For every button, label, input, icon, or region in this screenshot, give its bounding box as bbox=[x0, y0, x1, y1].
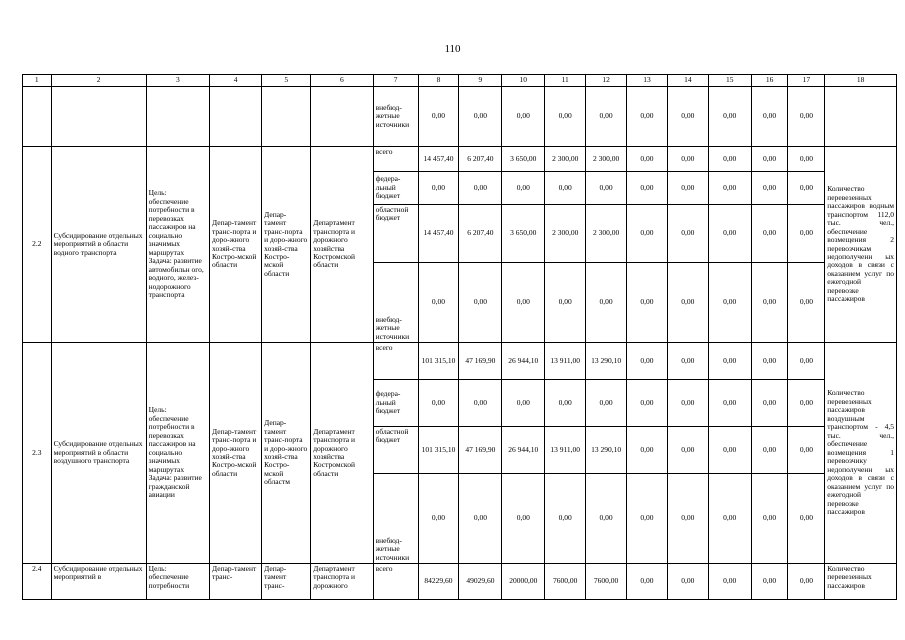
funding-source: областной бюджет bbox=[373, 427, 418, 474]
measure-name: Субсидирование отдельных мероприятий в bbox=[51, 564, 146, 600]
amount-cell: 0,00 bbox=[627, 427, 668, 474]
column-number: 6 bbox=[311, 75, 373, 87]
amount-cell: 0,00 bbox=[708, 343, 751, 380]
amount-cell: 0,00 bbox=[667, 147, 708, 172]
amount-cell: 0,00 bbox=[418, 172, 459, 205]
amount-cell: 3 650,00 bbox=[502, 147, 545, 172]
amount-cell: 0,00 bbox=[627, 205, 668, 263]
amount-cell: 2 300,00 bbox=[545, 147, 586, 172]
amount-cell: 0,00 bbox=[627, 263, 668, 343]
measure-name: Субсидирование отдельных мероприятий в области водного транспорта bbox=[51, 147, 146, 343]
measure-number: 2.4 bbox=[23, 564, 52, 600]
amount-cell: 0,00 bbox=[459, 172, 502, 205]
program-measures-table bbox=[22, 74, 897, 600]
amount-cell: 0,00 bbox=[545, 172, 586, 205]
amount-cell: 0,00 bbox=[788, 205, 825, 263]
column-number: 2 bbox=[51, 75, 146, 87]
amount-cell: 0,00 bbox=[708, 205, 751, 263]
amount-cell: 0,00 bbox=[788, 147, 825, 172]
funding-source: федера-льный бюджет bbox=[373, 172, 418, 205]
executor-cell: Департамент транспорта и дорожного bbox=[311, 564, 373, 600]
amount-cell: 0,00 bbox=[751, 427, 788, 474]
amount-cell: 0,00 bbox=[502, 380, 545, 427]
amount-cell: 0,00 bbox=[667, 263, 708, 343]
amount-cell: 0,00 bbox=[667, 427, 708, 474]
amount-cell: 0,00 bbox=[627, 380, 668, 427]
amount-cell: 0,00 bbox=[545, 87, 586, 147]
amount-cell: 0,00 bbox=[788, 172, 825, 205]
amount-cell: 0,00 bbox=[627, 343, 668, 380]
amount-cell: 2 300,00 bbox=[545, 205, 586, 263]
amount-cell: 2 300,00 bbox=[586, 205, 627, 263]
column-number: 13 bbox=[627, 75, 668, 87]
amount-cell: 13 290,10 bbox=[586, 343, 627, 380]
funding-source: внебюд-жетные источники bbox=[373, 87, 418, 147]
amount-cell: 0,00 bbox=[418, 87, 459, 147]
empty-cell bbox=[311, 87, 373, 147]
empty-cell bbox=[23, 87, 52, 147]
expected-result: Количество перевезенных пассажиров водным транспортом 112,0 тыс. чел., обеспечение возмещения 2 перевозчикам недополученн ых доходов в связи с оказанием услуг по ежегодной перевозке пассажиров bbox=[825, 147, 897, 343]
amount-cell: 0,00 bbox=[751, 87, 788, 147]
amount-cell: 0,00 bbox=[418, 263, 459, 343]
amount-cell: 0,00 bbox=[502, 87, 545, 147]
amount-cell: 0,00 bbox=[586, 380, 627, 427]
amount-cell: 14 457,40 bbox=[418, 147, 459, 172]
executor-cell: Депар-тамент транс-порта и доро-жного хозяй-ства Костро-мской области bbox=[210, 147, 262, 343]
amount-cell: 0,00 bbox=[708, 87, 751, 147]
column-number: 4 bbox=[210, 75, 262, 87]
amount-cell: 0,00 bbox=[708, 147, 751, 172]
amount-cell: 0,00 bbox=[788, 427, 825, 474]
amount-cell: 0,00 bbox=[667, 564, 708, 600]
empty-cell bbox=[51, 87, 146, 147]
measure-goal: Цель: обеспечение потребности в перевозках пассажиров на социально значимых маршрутах Задача: развитие гражданской авиации bbox=[146, 343, 209, 564]
amount-cell: 0,00 bbox=[708, 172, 751, 205]
executor-cell: Депар-тамент транс- bbox=[210, 564, 262, 600]
column-number: 12 bbox=[586, 75, 627, 87]
amount-cell: 0,00 bbox=[667, 87, 708, 147]
measure-goal: Цель: обеспечение потребности в перевозках пассажиров на социально значимых маршрутах Задача: развитие автомобильн ого, водного, желез-нодорожного транспорта bbox=[146, 147, 209, 343]
amount-cell: 26 944,10 bbox=[502, 427, 545, 474]
amount-cell: 0,00 bbox=[667, 380, 708, 427]
page-number: 110 bbox=[444, 43, 461, 55]
amount-cell: 0,00 bbox=[751, 172, 788, 205]
executor-cell: Депар-тамент транс- bbox=[262, 564, 311, 600]
amount-cell: 0,00 bbox=[667, 474, 708, 564]
amount-cell: 20000,00 bbox=[502, 564, 545, 600]
amount-cell: 0,00 bbox=[708, 564, 751, 600]
amount-cell: 101 315,10 bbox=[418, 343, 459, 380]
executor-cell: Департамент транспорта и дорожного хозяйства Костромской области bbox=[311, 343, 373, 564]
measure-name: Субсидирование отдельных мероприятий в области воздушного транспорта bbox=[51, 343, 146, 564]
amount-cell: 7600,00 bbox=[545, 564, 586, 600]
amount-cell: 0,00 bbox=[502, 474, 545, 564]
amount-cell: 0,00 bbox=[751, 343, 788, 380]
amount-cell: 49029,60 bbox=[459, 564, 502, 600]
amount-cell: 0,00 bbox=[627, 147, 668, 172]
funding-source: областной бюджет bbox=[373, 205, 418, 263]
amount-cell: 7600,00 bbox=[586, 564, 627, 600]
amount-cell: 0,00 bbox=[751, 147, 788, 172]
expected-result: Количество перевезенных пассажиров воздушным транспортом - 4,5 тыс. чел., обеспечение возмещения 1 перевозчику недополученн ых доходов в связи с оказанием услуг по ежегодной перевозке пассажиров bbox=[825, 343, 897, 564]
amount-cell: 13 911,00 bbox=[545, 427, 586, 474]
empty-cell bbox=[146, 87, 209, 147]
amount-cell: 3 650,00 bbox=[502, 205, 545, 263]
amount-cell: 0,00 bbox=[751, 380, 788, 427]
amount-cell: 0,00 bbox=[586, 263, 627, 343]
column-number: 18 bbox=[825, 75, 897, 87]
amount-cell: 2 300,00 bbox=[586, 147, 627, 172]
amount-cell: 0,00 bbox=[751, 263, 788, 343]
amount-cell: 0,00 bbox=[459, 263, 502, 343]
funding-source: всего bbox=[373, 343, 418, 380]
funding-row bbox=[23, 147, 897, 172]
amount-cell: 0,00 bbox=[708, 474, 751, 564]
amount-cell: 0,00 bbox=[586, 87, 627, 147]
amount-cell: 14 457,40 bbox=[418, 205, 459, 263]
column-number: 9 bbox=[459, 75, 502, 87]
amount-cell: 0,00 bbox=[459, 87, 502, 147]
amount-cell: 47 169,90 bbox=[459, 427, 502, 474]
amount-cell: 0,00 bbox=[667, 205, 708, 263]
amount-cell: 0,00 bbox=[708, 427, 751, 474]
amount-cell: 0,00 bbox=[586, 474, 627, 564]
amount-cell: 0,00 bbox=[708, 263, 751, 343]
amount-cell: 0,00 bbox=[751, 205, 788, 263]
column-number: 1 bbox=[23, 75, 52, 87]
column-number: 5 bbox=[262, 75, 311, 87]
amount-cell: 0,00 bbox=[788, 343, 825, 380]
amount-cell: 0,00 bbox=[751, 564, 788, 600]
column-number: 10 bbox=[502, 75, 545, 87]
funding-source: внебюд-жетные источники bbox=[373, 474, 418, 564]
measure-goal: Цель: обеспечение потребности bbox=[146, 564, 209, 600]
amount-cell: 47 169,90 bbox=[459, 343, 502, 380]
amount-cell: 13 911,00 bbox=[545, 343, 586, 380]
amount-cell: 6 207,40 bbox=[459, 205, 502, 263]
funding-source: всего bbox=[373, 564, 418, 600]
amount-cell: 0,00 bbox=[627, 474, 668, 564]
amount-cell: 0,00 bbox=[502, 172, 545, 205]
funding-source: всего bbox=[373, 147, 418, 172]
amount-cell: 13 290,10 bbox=[586, 427, 627, 474]
amount-cell: 0,00 bbox=[545, 380, 586, 427]
amount-cell: 6 207,40 bbox=[459, 147, 502, 172]
column-number: 17 bbox=[788, 75, 825, 87]
measure-number: 2.3 bbox=[23, 343, 52, 564]
funding-source: федера-льный бюджет bbox=[373, 380, 418, 427]
column-number: 16 bbox=[751, 75, 788, 87]
executor-cell: Депар-тамент транс-порта и доро-жного хозяй-ства Костро-мской областм bbox=[262, 343, 311, 564]
amount-cell: 0,00 bbox=[788, 380, 825, 427]
column-number: 7 bbox=[373, 75, 418, 87]
expected-result: Количество перевезенных пассажиров bbox=[825, 564, 897, 600]
amount-cell: 0,00 bbox=[627, 87, 668, 147]
amount-cell: 0,00 bbox=[502, 263, 545, 343]
amount-cell: 0,00 bbox=[545, 474, 586, 564]
amount-cell: 0,00 bbox=[586, 172, 627, 205]
amount-cell: 0,00 bbox=[545, 263, 586, 343]
amount-cell: 0,00 bbox=[667, 172, 708, 205]
executor-cell: Депар-тамент транс-порта и доро-жного хозяй-ства Костро-мской области bbox=[262, 147, 311, 343]
amount-cell: 0,00 bbox=[708, 380, 751, 427]
funding-source: внебюд-жетные источники bbox=[373, 263, 418, 343]
amount-cell: 0,00 bbox=[459, 380, 502, 427]
column-number: 14 bbox=[667, 75, 708, 87]
amount-cell: 84229,60 bbox=[418, 564, 459, 600]
empty-cell bbox=[825, 87, 897, 147]
empty-cell bbox=[262, 87, 311, 147]
amount-cell: 26 944,10 bbox=[502, 343, 545, 380]
funding-row bbox=[23, 564, 897, 600]
amount-cell: 0,00 bbox=[751, 474, 788, 564]
amount-cell: 0,00 bbox=[788, 564, 825, 600]
amount-cell: 101 315,10 bbox=[418, 427, 459, 474]
column-number: 11 bbox=[545, 75, 586, 87]
amount-cell: 0,00 bbox=[788, 474, 825, 564]
amount-cell: 0,00 bbox=[627, 564, 668, 600]
amount-cell: 0,00 bbox=[788, 263, 825, 343]
executor-cell: Депар-тамент транс-порта и доро-жного хозяй-ства Костро-мской области bbox=[210, 343, 262, 564]
funding-row bbox=[23, 343, 897, 380]
amount-cell: 0,00 bbox=[627, 172, 668, 205]
empty-cell bbox=[210, 87, 262, 147]
column-number: 3 bbox=[146, 75, 209, 87]
amount-cell: 0,00 bbox=[418, 474, 459, 564]
executor-cell: Департамент транспорта и дорожного хозяйства Костромской области bbox=[311, 147, 373, 343]
measure-number: 2.2 bbox=[23, 147, 52, 343]
amount-cell: 0,00 bbox=[418, 380, 459, 427]
amount-cell: 0,00 bbox=[459, 474, 502, 564]
continuation-row bbox=[23, 87, 897, 147]
amount-cell: 0,00 bbox=[788, 87, 825, 147]
column-number: 8 bbox=[418, 75, 459, 87]
column-number: 15 bbox=[708, 75, 751, 87]
amount-cell: 0,00 bbox=[667, 343, 708, 380]
header-row bbox=[23, 75, 897, 87]
